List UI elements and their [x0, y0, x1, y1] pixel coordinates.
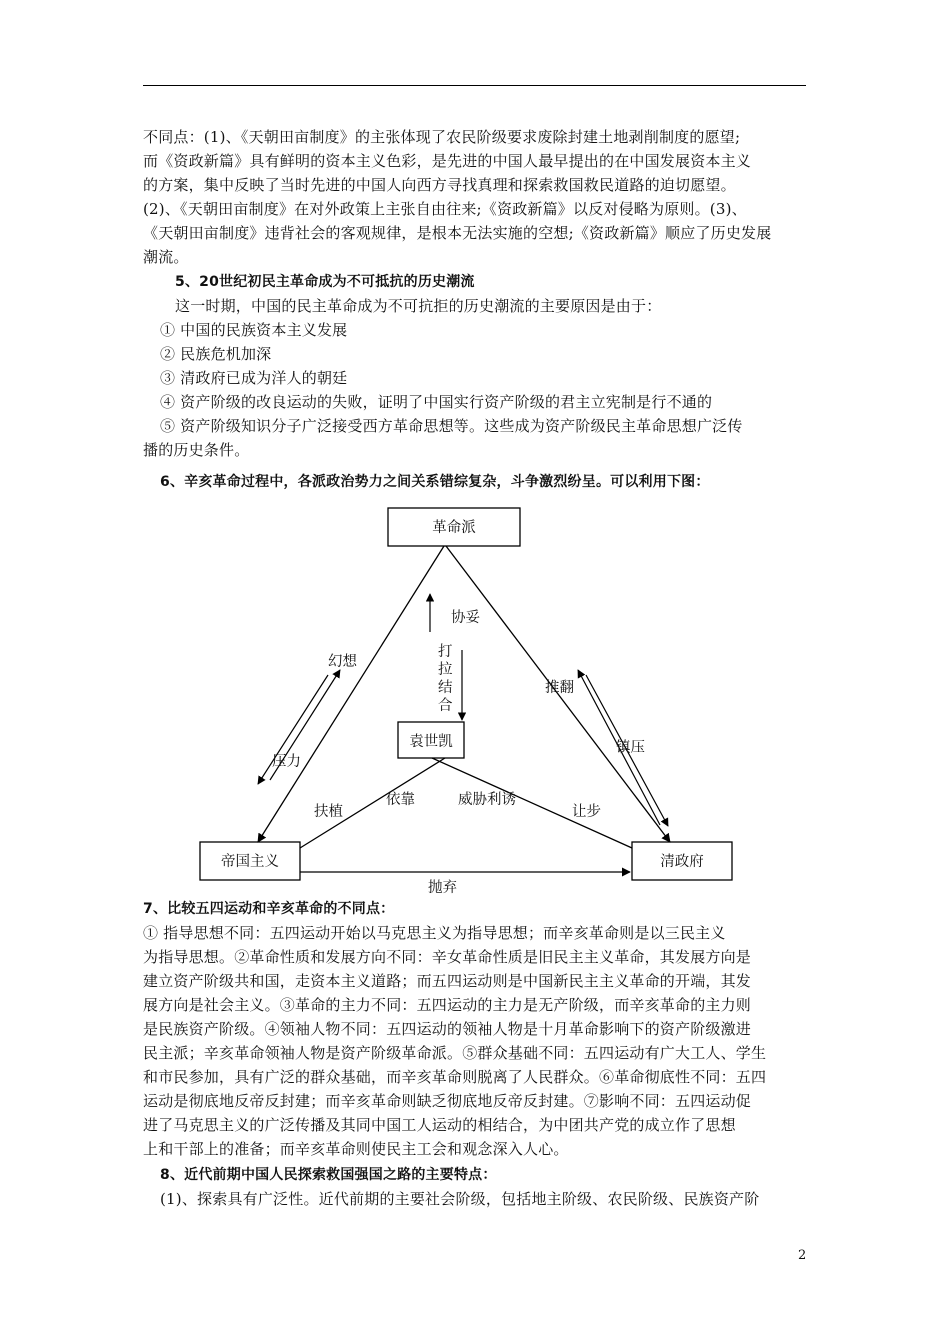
paragraph-line: 是民族资产阶级。④领袖人物不同：五四运动的领袖人物是十月革命影响下的资产阶级激进: [143, 1020, 752, 1038]
label-abandon: 抛弃: [428, 880, 457, 896]
paragraph-line: 建立资产阶级共和国，走资本主义道路；而五四运动则是中国新民主主义革命的开端，其发: [143, 972, 752, 990]
label-rely: 依靠: [386, 792, 415, 808]
label-illusion: 幻想: [328, 654, 357, 670]
list-item: ⑤ 资产阶级知识分子广泛接受西方革命思想等。这些成为资产阶级民主革命思想广泛传: [160, 417, 743, 435]
paragraph-line: 上和干部上的准备；而辛亥革命则使民主工会和观念深入人心。: [143, 1140, 569, 1158]
list-item: ① 中国的民族资本主义发展: [160, 321, 348, 339]
paragraph-line: 《天朝田亩制度》违背社会的客观规律，是根本无法实施的空想;《资政新篇》顺应了历史发展: [143, 224, 772, 242]
label-overthrow: 推翻: [545, 680, 574, 696]
paragraph-line: (2)、《天朝田亩制度》在对外政策上主张自由往来;《资政新篇》以反对侵略为原则。(3)、: [143, 200, 747, 218]
paragraph-line: 潮流。: [143, 248, 189, 266]
paragraph-line: 进了马克思主义的广泛传播及其同中国工人运动的相结合，为中团共产党的成立作了思想: [143, 1116, 736, 1134]
label-dalajiehe-4: 合: [438, 698, 453, 714]
box-label-imperialism: 帝国主义: [221, 854, 279, 870]
list-item: ④ 资产阶级的改良运动的失败，证明了中国实行资产阶级的君主立宪制是行不通的: [160, 393, 713, 411]
paragraph-line: 而《资政新篇》具有鲜明的资本主义色彩，是先进的中国人最早提出的在中国发展资本主义: [143, 152, 752, 170]
line-rev-imperialism: [258, 546, 444, 842]
section-heading-6: 6、辛亥革命过程中，各派政治势力之间关系错综复杂，斗争激烈纷呈。可以利用下图：: [160, 474, 710, 490]
label-dalajiehe-2: 拉: [438, 662, 453, 678]
section-heading-8: 8、近代前期中国人民探索救国强国之路的主要特点：: [160, 1167, 497, 1183]
label-compromise: 协妥: [451, 610, 480, 626]
paragraph-line: 运动是彻底地反帝反封建；而辛亥革命则缺乏彻底地反帝反封建。⑦影响不同：五四运动促: [143, 1092, 752, 1110]
paragraph-line: 民主派；辛亥革命领袖人物是资产阶级革命派。⑤群众基础不同：五四运动有广大工人、学生: [143, 1044, 767, 1062]
paragraph-line: ① 指导思想不同：五四运动开始以马克思主义为指导思想；而辛亥革命则是以三民主义: [143, 924, 726, 942]
paragraph-line: 为指导思想。②革命性质和发展方向不同：辛女革命性质是旧民主主义革命，其发展方向是: [143, 948, 752, 966]
paragraph-line: 这一时期，中国的民主革命成为不可抗拒的历史潮流的主要原因是由于：: [175, 297, 662, 315]
list-item: ② 民族危机加深: [160, 345, 272, 363]
list-item: ③ 清政府已成为洋人的朝廷: [160, 369, 348, 387]
paragraph-line: 播的历史条件。: [143, 441, 250, 459]
section-heading-7: 7、比较五四运动和辛亥革命的不同点：: [143, 901, 395, 917]
line-yuan-imperialism: [300, 758, 445, 848]
label-suppress: 镇压: [616, 740, 645, 756]
label-pressure: 压力: [272, 754, 301, 770]
paragraph-line: 和市民参加，具有广泛的群众基础，而辛亥革命则脱离了人民群众。⑥革命彻底性不同：五四: [143, 1068, 767, 1086]
label-concede: 让步: [572, 804, 601, 820]
label-dalajiehe-1: 打: [438, 644, 453, 660]
paragraph-line: (1)、探索具有广泛性。近代前期的主要社会阶级，包括地主阶级、农民阶级、民族资产阶: [160, 1190, 760, 1208]
paragraph-line: 的方案，集中反映了当时先进的中国人向西方寻找真理和探索救国救民道路的迫切愿望。: [143, 176, 736, 194]
paragraph-line: 展方向是社会主义。③革命的主力不同：五四运动的主力是无产阶级，而辛亥革命的主力则: [143, 996, 752, 1014]
label-support: 扶植: [314, 804, 343, 820]
page-number: 2: [798, 1248, 807, 1263]
label-threaten: 威胁利诱: [458, 792, 516, 808]
box-label-revolutionary: 革命派: [432, 520, 476, 536]
box-label-qing: 清政府: [660, 854, 704, 870]
paragraph-line: 不同点：(1)、《天朝田亩制度》的主张体现了农民阶级要求废除封建土地剥削制度的愿望;: [143, 128, 741, 146]
section-heading-5: 5、20世纪初民主革命成为不可抵抗的历史潮流: [175, 274, 475, 290]
box-label-yuan: 袁世凯: [409, 734, 453, 750]
label-dalajiehe-3: 结: [438, 680, 453, 696]
